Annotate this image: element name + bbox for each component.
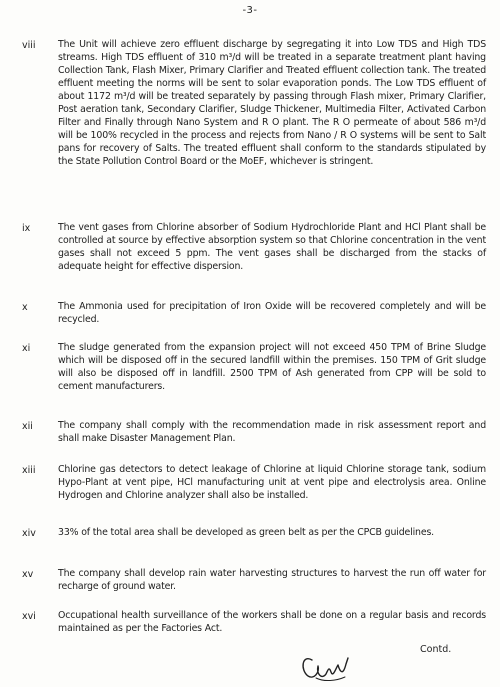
item-text: The vent gases from Chlorine absorber of Sodium Hydrochloride Plant and HCl Plant shall be controlled at source by effective absorption system so that Chlorine concentration in the vent gases shall not exceed 5 ppm. The vent gases shall be discharged from the stacks of adequate height for effective dispersion. (58, 222, 486, 272)
signature-image (298, 650, 354, 684)
page-number: -3- (242, 5, 258, 16)
item-text: Chlorine gas detectors to detect leakage of Chlorine at liquid Chlorine storage tank, sodium Hypo-Plant at vent pipe, HCl manufacturing unit at vent pipe and electrolysis area. Online Hydrogen and Chlorine analyzer shall also be installed. (58, 464, 486, 501)
item-text: The Unit will achieve zero effluent discharge by segregating it into Low TDS and High TDS streams. High TDS effluent of 310 m³/d will be treated in a separate treatment plant having Collection Tank, Flash Mixer, Primary Clarifier and Treated effluent collection tank. The treated effluent meeting the norms will be sent to solar evaporation ponds. The Low TDS effluent of about 1172 m³/d will be treated separately by passing through Flash mixer, Primary Clarifier, Post aeration tank, Secondary Clarifier, Sludge Thickener, Multimedia Filter, Activated Carbon Filter and Finally through Nano System and R O plant. The R O permeate of about 586 m³/d will be 100% recycled in the process and rejects from Nano / R O systems will be sent to Salt pans for recovery of Salts. The treated effluent shall conform to the standards stipulated by the State Pollution Control Board or the MoEF, whichever is stringent. (58, 39, 486, 167)
item-number: xi (22, 343, 31, 354)
item-number: ix (22, 223, 31, 234)
item-number: xiii (22, 465, 36, 476)
item-number: x (22, 302, 28, 313)
continued-label: Contd. (420, 644, 452, 655)
item-text: The sludge generated from the expansion project will not exceed 450 TPM of Brine Sludge which will be disposed off in the secured landfill within the premises. 150 TPM of Grit sludge will also be disposed off in landfill. 2500 TPM of Ash generated from CPP will be sold to cement manufacturers. (58, 342, 486, 392)
item-number: xvi (22, 611, 36, 622)
item-text: The company shall comply with the recommendation made in risk assessment report and shall make Disaster Management Plan. (58, 420, 486, 444)
item-number: xv (22, 569, 34, 580)
item-text: 33% of the total area shall be developed as green belt as per the CPCB guidelines. (58, 527, 435, 538)
item-number: xiv (22, 528, 36, 539)
item-text: The Ammonia used for precipitation of Iron Oxide will be recovered completely and will be recycled. (58, 301, 486, 325)
item-number: xii (22, 421, 33, 432)
item-text: Occupational health surveillance of the workers shall be done on a regular basis and records maintained as per the Factories Act. (58, 610, 486, 634)
item-text: The company shall develop rain water harvesting structures to harvest the run off water for recharge of ground water. (58, 568, 486, 592)
item-number: viii (22, 40, 36, 51)
